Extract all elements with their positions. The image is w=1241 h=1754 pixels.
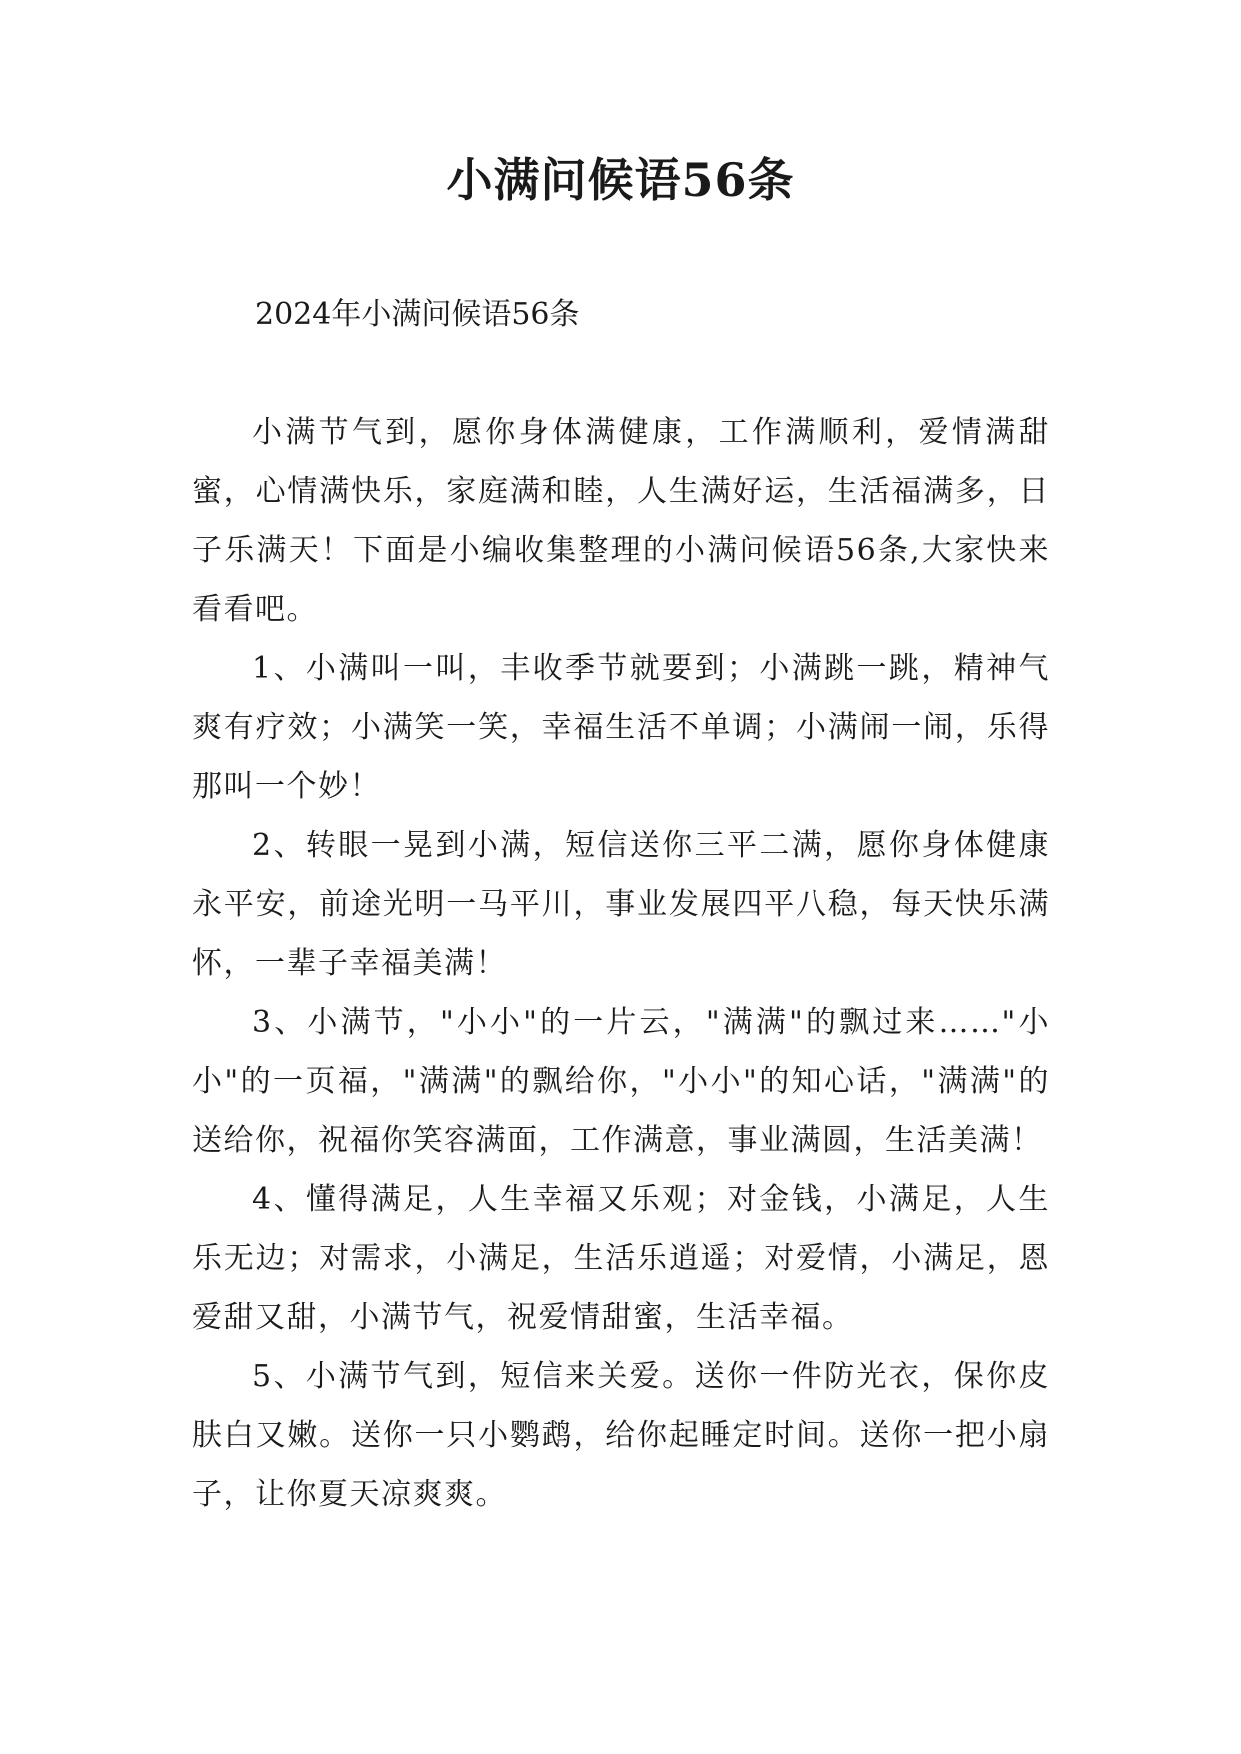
greeting-item: 2、转眼一晃到小满，短信送你三平二满，愿你身体健康永平安，前途光明一马平川，事业发展四平八稳，每天快乐满怀，一辈子幸福美满！ — [192, 828, 1050, 981]
document-body — [192, 403, 1050, 1524]
intro-paragraph: 小满节气到，愿你身体满健康，工作满顺利，爱情满甜蜜，心情满快乐，家庭满和睦，人生满好运，生活福满多，日子乐满天！下面是小编收集整理的小满问候语56条,大家快来看看吧。 — [192, 415, 1050, 627]
document-subtitle: 2024年小满问候语56条 — [255, 297, 580, 332]
greeting-item: 5、小满节气到，短信来关爱。送你一件防光衣，保你皮肤白又嫩。送你一只小鹦鹉，给你起睡定时间。送你一把小扇子，让你夏天凉爽爽。 — [192, 1359, 1050, 1512]
document-title: 小满问候语56条 — [446, 153, 795, 207]
greeting-item: 1、小满叫一叫，丰收季节就要到；小满跳一跳，精神气爽有疗效；小满笑一笑，幸福生活不单调；小满闹一闹，乐得那叫一个妙！ — [192, 651, 1050, 804]
greeting-item: 3、小满节，"小小"的一片云，"满满"的飘过来……"小小"的一页福，"满满"的飘给你，"小小"的知心话，"满满"的送给你，祝福你笑容满面，工作满意，事业满圆，生活美满！ — [192, 1005, 1050, 1158]
greeting-item: 4、懂得满足，人生幸福又乐观；对金钱，小满足，人生乐无边；对需求，小满足，生活乐逍遥；对爱情，小满足，恩爱甜又甜，小满节气，祝爱情甜蜜，生活幸福。 — [192, 1182, 1050, 1335]
